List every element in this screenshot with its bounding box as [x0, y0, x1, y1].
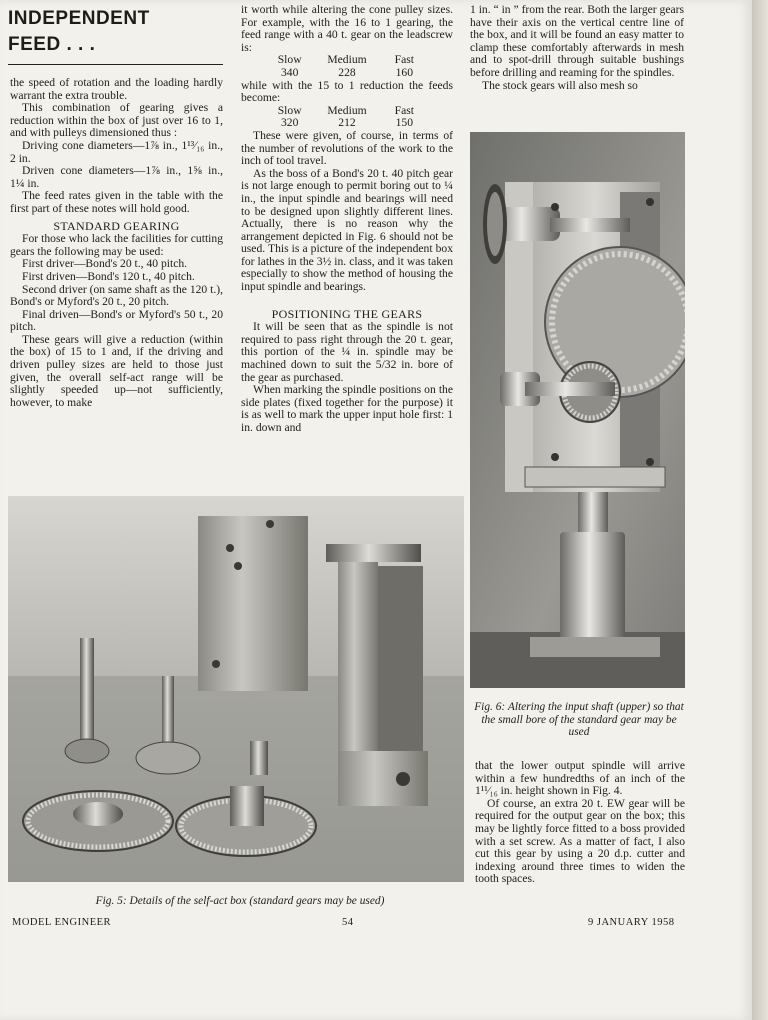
- paragraph: it worth while altering the cone pulley sizes. For example, with the 16 to 1 gearing, the feed range with a 40 t. gear on the leadscrew is:: [241, 3, 453, 54]
- paragraph: For those who lack the facilities for cutting gears the following may be used:: [10, 232, 223, 258]
- table-header: Slow: [277, 103, 302, 117]
- footer-magazine-name: MODEL ENGINEER: [12, 917, 112, 928]
- paragraph: Second driver (on same shaft as the 120 t.), Bond's or Myford's 20 t., 20 pitch.: [10, 282, 223, 309]
- footer-issue-date: 9 JANUARY 1958: [588, 917, 675, 928]
- table-header: Fast: [394, 53, 414, 67]
- figure-6-caption: [472, 701, 686, 739]
- paragraph: the speed of rotation and the loading hardly warrant the extra trouble.: [10, 76, 223, 102]
- paragraph: 1 in. “ in ” from the rear. Both the larger gears have their axis on the vertical centre line of the box, and it will be found an easy matter to clamp these comfortably afterwards in mesh and to spot-drill through suitable bushings before drilling and reaming for the spindles.: [470, 3, 684, 79]
- paragraph: When marking the spindle positions on the side plates (fixed together for the purpose) it is as well to mark the upper input hole first: 1 in. down and: [241, 383, 453, 434]
- footer-page-number: 54: [342, 917, 354, 928]
- table-cell: 228: [338, 65, 356, 79]
- paragraph: Final driven—Bond's or Myford's 50 t., 20 pitch.: [10, 307, 223, 334]
- paragraph: This combination of gearing gives a reduction within the box of just over 16 to 1, and with pulleys dimensioned thus :: [10, 101, 223, 140]
- paragraph: Driving cone diameters—1⅞ in., 1¹³⁄₁₆ in., 2 in.: [10, 138, 223, 165]
- page-edge: [752, 0, 768, 1020]
- paragraph: Driven cone diameters—1⅞ in., 1⅝ in., 1¼ in.: [10, 164, 223, 190]
- heading-rule: [8, 64, 223, 65]
- feed-table-16-to-1: [241, 54, 453, 79]
- paragraph: The feed rates given in the table with the first part of these notes will hold good.: [10, 189, 223, 215]
- heading-line-1: INDEPENDENT: [8, 8, 150, 29]
- figure-5-photo: [8, 496, 464, 882]
- paragraph: Of course, an extra 20 t. EW gear will be required for the output gear on the box; this may be lightly force fitted to a boss provided with a set screw. As a matter of fact, I also cut this gear by using a 20 d.p. cutter and indexing around three times to widen the tooth spaces.: [475, 796, 685, 886]
- heading-line-2: FEED . . .: [8, 34, 96, 55]
- paragraph: First driver—Bond's 20 t., 40 pitch.: [22, 257, 188, 271]
- figure-5-label: Fig. 5:: [95, 895, 127, 907]
- subheading-positioning-the-gears: POSITIONING THE GEARS: [271, 306, 423, 321]
- table-cell: 320: [280, 116, 299, 130]
- table-header: Medium: [327, 103, 367, 117]
- table-cell: 212: [338, 116, 356, 130]
- table-cell: 150: [395, 116, 414, 130]
- table-cell: 340: [280, 65, 299, 79]
- paragraph: while with the 15 to 1 reduction the feeds become:: [241, 78, 453, 105]
- table-header: Fast: [394, 103, 414, 117]
- figure-6-label: Fig. 6:: [474, 701, 506, 713]
- paragraph: that the lower output spindle will arrive within a few hundredths of an inch of the 1¹¹⁄₁₆ in. height shown in Fig. 4.: [475, 759, 685, 798]
- text-column-3-bottom: [475, 760, 685, 886]
- paragraph: First driven—Bond's 120 t., 40 pitch.: [22, 269, 195, 283]
- paragraph: These were given, of course, in terms of the number of revolutions of the work to the inch of tool travel.: [241, 128, 453, 168]
- figure-6-text: Altering the input shaft (upper) so that the small bore of the standard gear may be used: [481, 701, 684, 738]
- article-heading: [8, 6, 223, 58]
- gearbox-photo-image: [470, 132, 685, 688]
- paragraph: It will be seen that as the spindle is not required to pass right through the 20 t. gear, this portion of the ¼ in. spindle may be machined down to suit the 5/32 in. bore of the gear as purchased.: [241, 320, 453, 384]
- paragraph: The stock gears will also mesh so: [482, 78, 638, 92]
- table-cell: 160: [395, 65, 414, 79]
- figure-6-photo: [470, 132, 685, 688]
- table-header: Slow: [277, 53, 302, 67]
- subheading-standard-gearing: STANDARD GEARING: [53, 218, 180, 233]
- paragraph: As the boss of a Bond's 20 t. 40 pitch gear is not large enough to permit boring out to ¼ in., the input spindle and bearings will need to be designed upon slightly different lines. Actually, there is no reason why the arrangement depicted in Fig. 6 should not be used. This is a picture of the independent box for lathes in the 3½ in. class, and it was taken especially to show the method of housing the input spindle and bearings.: [241, 166, 453, 294]
- figure-5-caption: [40, 895, 440, 908]
- paragraph: These gears will give a reduction (within the box) of 15 to 1 and, if the driving and driven pulley sizes are held to those just given, the overall self-act range will be slightly speeded up—not sufficiently, however, to make: [10, 332, 223, 409]
- self-act-box-parts-image: [8, 496, 464, 882]
- text-column-3-top: [470, 4, 684, 92]
- page-footer: [10, 917, 682, 933]
- figure-5-text: Details of the self-act box (standard gears may be used): [129, 895, 385, 907]
- text-column-2: [241, 4, 453, 435]
- text-column-1: [10, 77, 223, 409]
- feed-table-15-to-1: [241, 105, 453, 130]
- table-header: Medium: [327, 53, 367, 67]
